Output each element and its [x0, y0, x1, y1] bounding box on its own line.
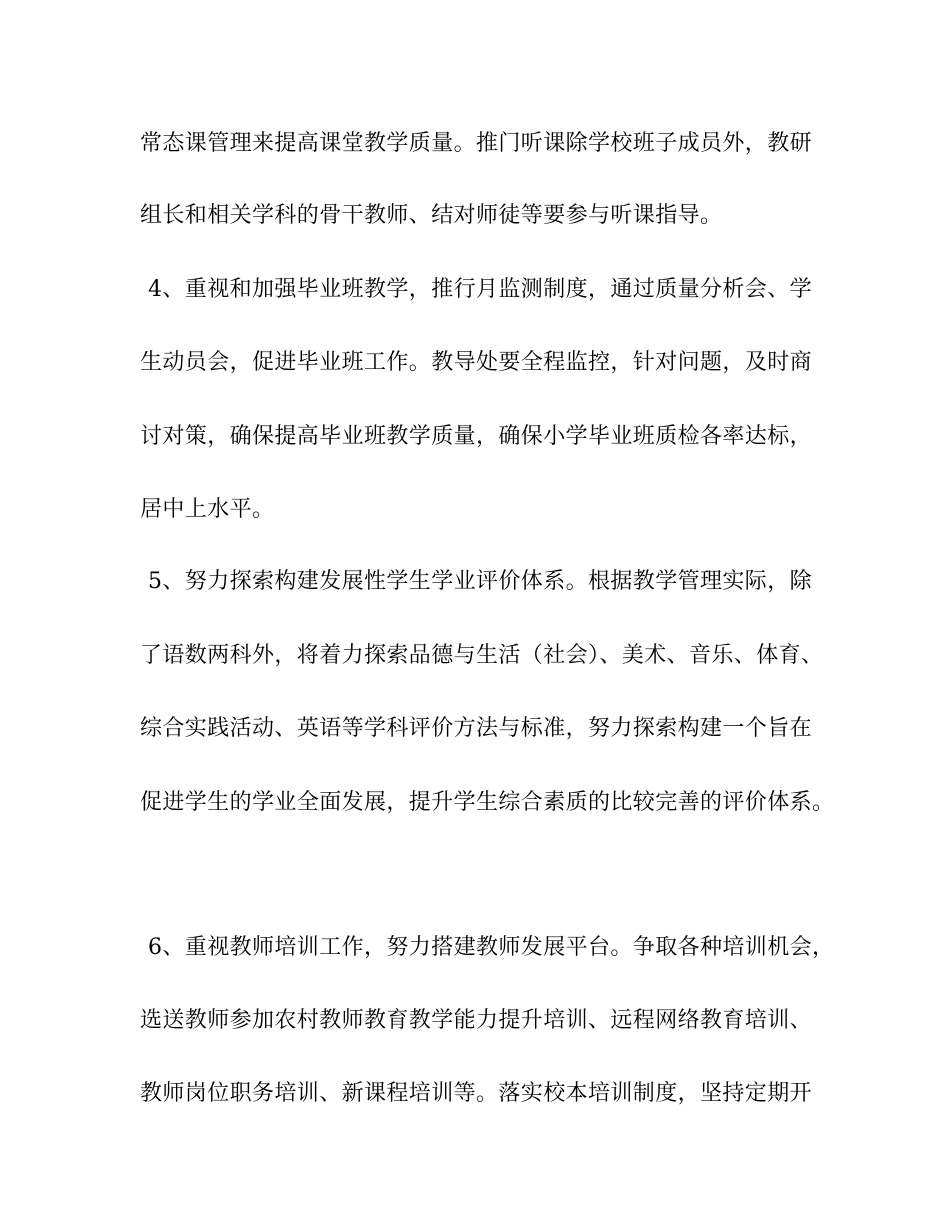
body-text-line: 6、重视教师培训工作，努力搭建教师发展平台。争取各种培训机会， — [148, 935, 835, 960]
body-text-line: 讨对策，确保提高毕业班教学质量，确保小学毕业班质检各率达标， — [140, 424, 813, 449]
body-text-line: 促进学生的学业全面发展，提升学生综合素质的比较完善的评价体系。 — [140, 790, 835, 815]
body-text-line: 教师岗位职务培训、新课程培训等。落实校本培训制度，坚持定期开 — [140, 1081, 813, 1106]
body-text-line: 综合实践活动、英语等学科评价方法与标准，努力探索构建一个旨在 — [140, 716, 813, 741]
body-text-line: 5、努力探索构建发展性学生学业评价体系。根据教学管理实际，除 — [148, 569, 812, 594]
body-text-line: 生动员会，促进毕业班工作。教导处要全程监控，针对问题，及时商 — [140, 350, 813, 375]
body-text-line: 组长和相关学科的骨干教师、结对师徒等要参与听课指导。 — [140, 203, 723, 228]
body-text-line: 居中上水平。 — [140, 497, 275, 522]
body-text-line: 4、重视和加强毕业班教学，推行月监测制度，通过质量分析会、学 — [148, 277, 812, 302]
body-text-line: 了语数两科外，将着力探索品德与生活（社会）、美术、音乐、体育、 — [140, 643, 824, 668]
body-text-line: 常态课管理来提高课堂教学质量。推门听课除学校班子成员外，教研 — [140, 131, 813, 156]
body-text-line: 选送教师参加农村教师教育教学能力提升培训、远程网络教育培训、 — [140, 1008, 813, 1033]
